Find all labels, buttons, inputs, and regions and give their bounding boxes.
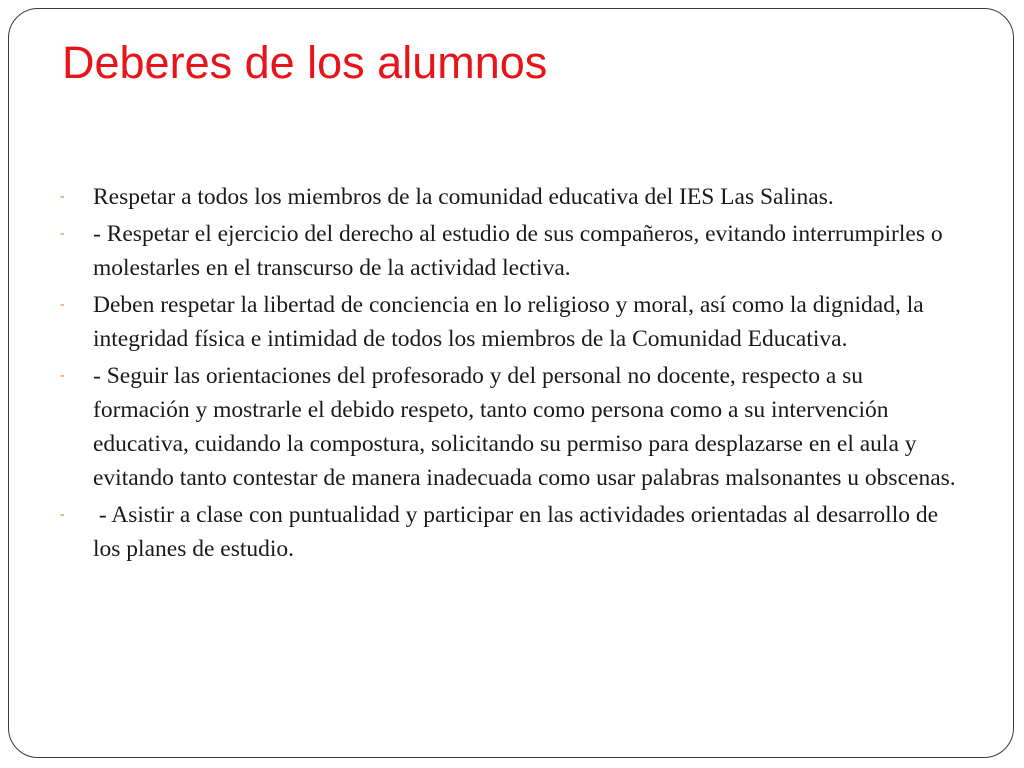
bullet-marker: -: [60, 368, 65, 383]
bullet-item-1: [60, 180, 960, 214]
bullet-text: - Asistir a clase con puntualidad y participar en las actividades orientadas al desarrollo de los planes de estudio.: [93, 502, 944, 562]
bullet-item-3: [60, 288, 960, 356]
bullet-list: [60, 180, 960, 569]
bullet-marker: -: [60, 189, 65, 204]
bullet-item-4: [60, 359, 960, 495]
bullet-marker: -: [60, 226, 65, 241]
bullet-text: - Respetar el ejercicio del derecho al estudio de sus compañeros, evitando interrumpirles o molestarles en el transcurso de la actividad lectiva.: [93, 221, 943, 281]
slide-title: Deberes de los alumnos: [62, 37, 548, 88]
bullet-item-2: [60, 217, 960, 285]
bullet-item-5: [60, 498, 960, 566]
bullet-text: - Seguir las orientaciones del profesorado y del personal no docente, respecto a su formación y mostrarle el debido respeto, tanto como persona como a su intervención educativa, cuidando la compostura, solicitando su permiso para desplazarse en el aula y evitando tanto contestar de manera inadecuada como usar palabras malsonantes u obscenas.: [93, 363, 956, 491]
bullet-text: Deben respetar la libertad de conciencia en lo religioso y moral, así como la dignidad, la integridad física e intimidad de todos los miembros de la Comunidad Educativa.: [93, 292, 924, 352]
bullet-text: Respetar a todos los miembros de la comunidad educativa del IES Las Salinas.: [93, 184, 834, 210]
bullet-marker: -: [60, 507, 65, 522]
bullet-marker: -: [60, 297, 65, 312]
